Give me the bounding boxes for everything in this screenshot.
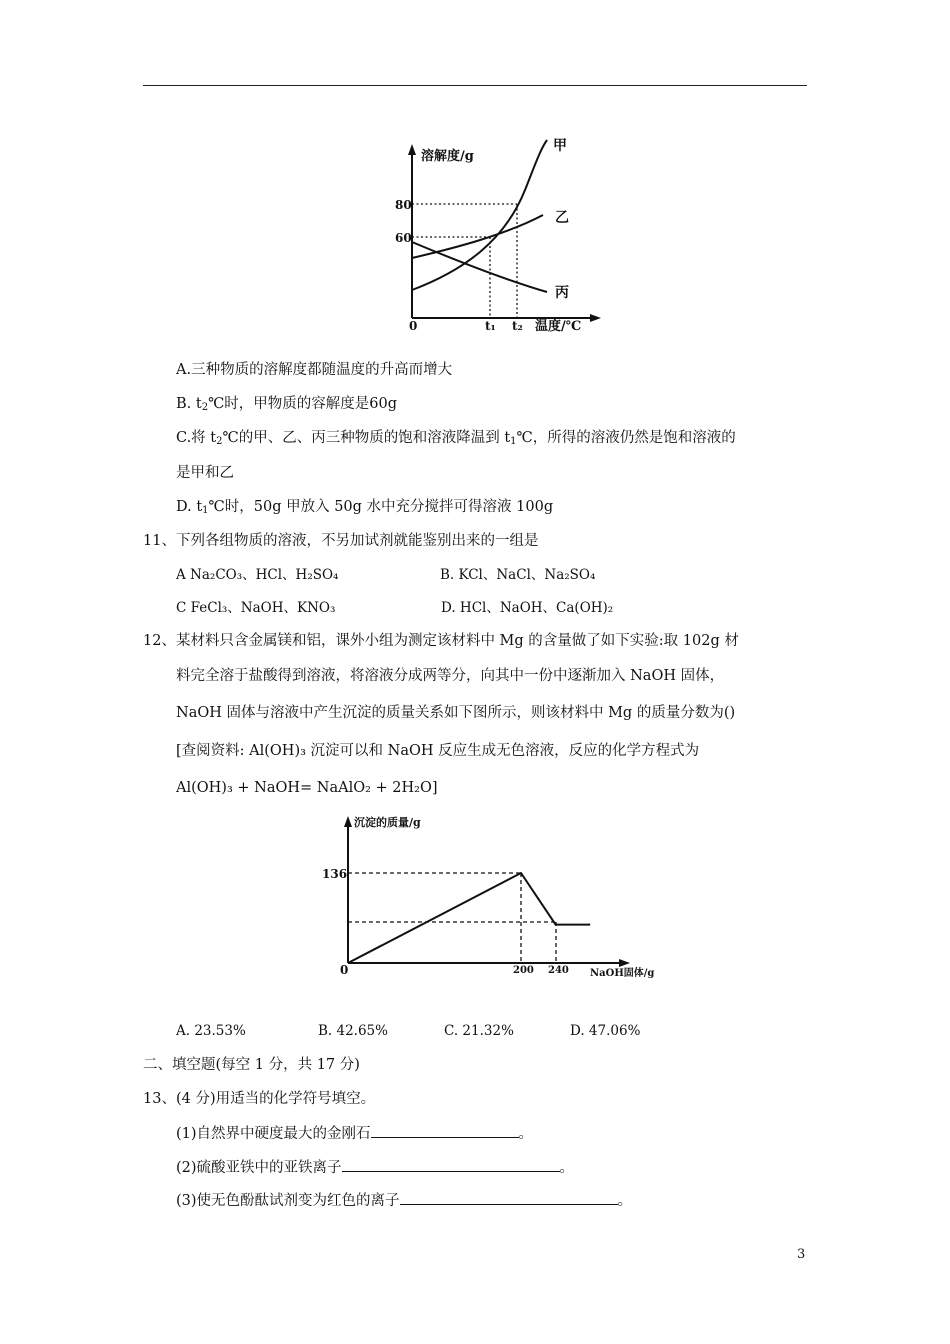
q11-stem: 11、下列各组物质的溶液，不另加试剂就能鉴别出来的一组是: [143, 533, 539, 549]
q10-option-a: A.三种物质的溶解度都随温度的升高而增大: [176, 362, 453, 378]
q12-line-5: Al(OH)₃ + NaOH= NaAlO₂ + 2H₂O]: [176, 780, 438, 796]
q12-line-3: NaOH 固体与溶液中产生沉淀的质量关系如下图所示，则该材料中 Mg 的质量分数为(): [176, 705, 736, 721]
q12-option-b: B. 42.65%: [318, 1023, 388, 1039]
q13-sub-2: (2)硫酸亚铁中的亚铁离子 。: [176, 1157, 574, 1178]
q11-option-d: D. HCl、NaOH、Ca(OH)₂: [441, 600, 614, 616]
q12-option-c: C. 21.32%: [444, 1023, 514, 1039]
y-axis-arrow: [408, 144, 416, 155]
q12-option-d: D. 47.06%: [570, 1023, 641, 1039]
ylabel: 溶解度/g: [421, 149, 474, 164]
q11-option-c: C FeCl₃、NaOH、KNO₃: [176, 600, 336, 616]
q12-line-4: [查阅资料: Al(OH)₃ 沉淀可以和 NaOH 反应生成无色溶液，反应的化学方程式为: [176, 743, 700, 759]
x-tick-240: 240: [548, 965, 569, 976]
series-bing-label: 丙: [555, 285, 569, 301]
answer-blank-1[interactable]: [371, 1123, 519, 1138]
xlabel: NaOH固体/g: [590, 968, 655, 979]
q10-option-c-cont: 是甲和乙: [176, 465, 234, 481]
xlabel: 温度/℃: [535, 319, 582, 334]
answer-blank-3[interactable]: [400, 1190, 618, 1205]
q12-line-2: 料完全溶于盐酸得到溶液，将溶液分成两等分，向其中一份中逐渐加入 NaOH 固体，: [176, 668, 725, 684]
x-axis-arrow: [590, 314, 601, 322]
q13-stem: 13、(4 分)用适当的化学符号填空。: [143, 1091, 376, 1107]
ylabel: 沉淀的质量/g: [354, 816, 421, 829]
series-yi-label: 乙: [555, 210, 569, 226]
series-precipitate-line: [348, 873, 590, 963]
x-axis-arrow: [619, 959, 630, 967]
y-axis-arrow: [344, 816, 352, 827]
x-tick-200: 200: [513, 965, 534, 976]
q13-sub-3: (3)使无色酚酞试剂变为红色的离子 。: [176, 1190, 632, 1211]
q10-option-d: D. $t_1℃$时，50g 甲放入 50g 水中充分搅拌可得溶液 100g: [176, 499, 554, 516]
series-bing-curve: [412, 242, 547, 292]
origin-label: 0: [340, 963, 349, 977]
origin-label: 0: [409, 319, 418, 333]
q12-option-a: A. 23.53%: [176, 1023, 246, 1039]
precipitate-chart: [318, 810, 658, 990]
x-tick-t2: t₂: [512, 319, 523, 333]
q10-option-b: B. $t_2℃$时，甲物质的容解度是60g: [176, 396, 398, 413]
y-tick-60: 60: [395, 231, 412, 245]
series-jia-label: 甲: [553, 138, 567, 154]
answer-blank-2[interactable]: [342, 1157, 560, 1172]
y-tick-80: 80: [395, 198, 412, 212]
section-2-heading: 二、填空题(每空 1 分，共 17 分): [143, 1057, 360, 1073]
q11-option-b: B. KCl、NaCl、Na₂SO₄: [440, 567, 596, 583]
q10-option-c: C.将 $t_2℃$的甲、乙、丙三种物质的饱和溶液降温到 $t_1℃$，所得的溶液仍然是饱和溶液的: [176, 430, 736, 447]
guide-lines: [412, 204, 517, 318]
solubility-chart: [395, 130, 615, 335]
page-number: 3: [797, 1247, 806, 1262]
x-tick-t1: t₁: [485, 319, 496, 333]
q12-line-1: 12、某材料只含金属镁和铝，课外小组为测定该材料中 Mg 的含量做了如下实验:取 102g 材: [143, 633, 739, 649]
q13-sub-1: (1)自然界中硬度最大的金刚石 。: [176, 1123, 533, 1144]
q11-option-a: A Na₂CO₃、HCl、H₂SO₄: [176, 567, 339, 583]
header-rule: [143, 85, 807, 86]
y-tick-136: 136: [322, 867, 348, 881]
guide-lines: [348, 873, 556, 963]
